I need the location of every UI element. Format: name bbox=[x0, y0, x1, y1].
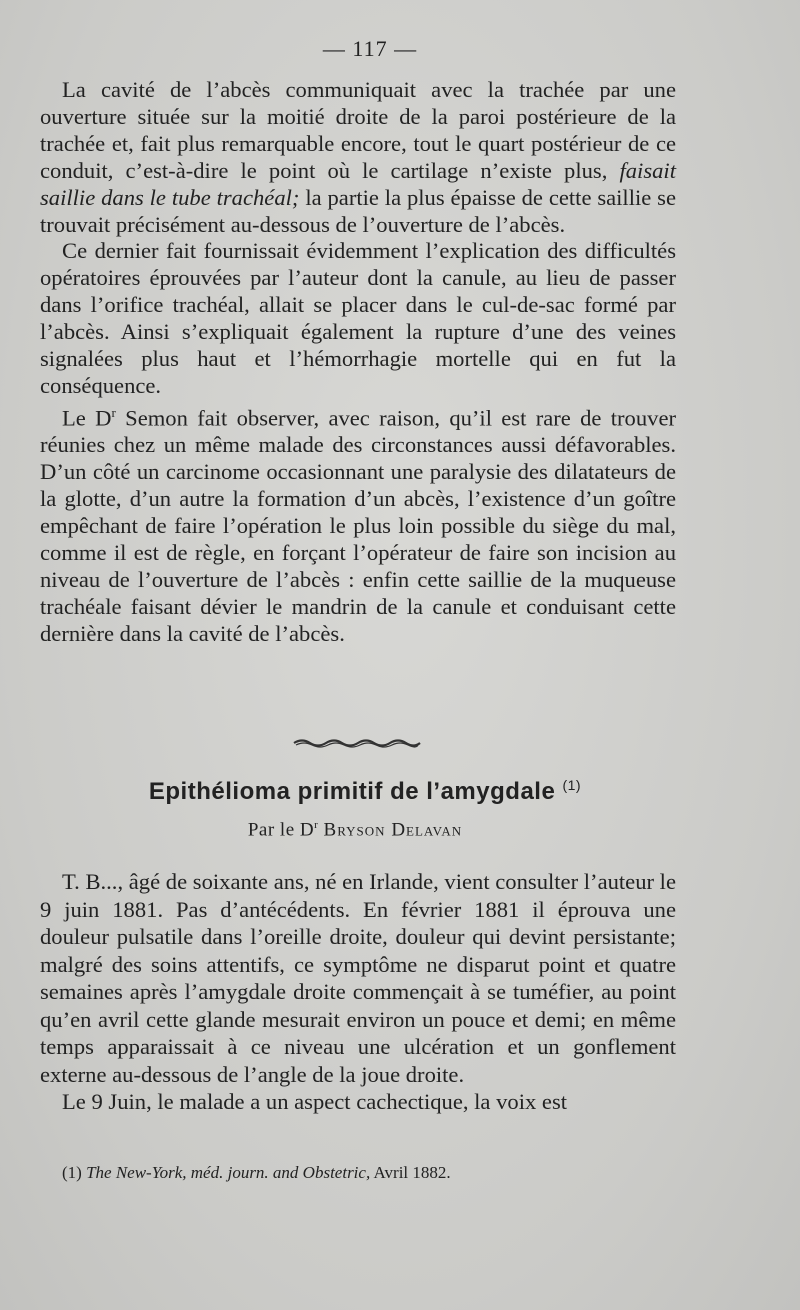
paragraph-3 bbox=[40, 400, 676, 648]
paragraph-1-italic: faisait saillie dans le tube trachéal; bbox=[40, 157, 676, 210]
paragraph-3-sup: r bbox=[111, 404, 116, 420]
paragraph-1-text-a: La cavité de l’abcès communiquait avec la trachée par une ouverture située sur la moitié droite de la paroi postérieure de la trachée et, fait plus remarquable encore, tout le quart postérieur de ce conduit, c’est-à-dire le point où le cartilage n’existe plus, bbox=[40, 77, 676, 183]
paragraph-1-text-b: la partie la plus épaisse de cette saillie se trouvait précisément au-dessous de l’ouverture de l’abcès. bbox=[40, 184, 676, 237]
footnote-source: The New-York, méd. journ. and Obstetric, bbox=[86, 1163, 371, 1182]
article-title-text: Epithélioma primitif de l’amygdale bbox=[148, 778, 556, 805]
ornament-divider bbox=[292, 734, 422, 750]
byline bbox=[0, 819, 710, 841]
footnote-mark: (1) bbox=[62, 1163, 82, 1182]
paragraph-2: Ce dernier fait fournissait évidemment l’explication des difficultés opératoires éprouvées par l’auteur dont la canule, au lieu de passer dans l’orifice trachéal, allait se placer dans le cul-de-sac formé par l’abcès. Ainsi s’expliquait également la rupture d’une des veines signalées plus haut et l’hémorrhagie mortelle qui en fut la conséquence. bbox=[40, 238, 676, 398]
footnote-date: Avril 1882. bbox=[373, 1163, 451, 1182]
body-text-top bbox=[40, 77, 676, 648]
byline-author: Bryson Delavan bbox=[323, 819, 463, 841]
paragraph-5: Le 9 Juin, le malade a un aspect cachectique, la voix est bbox=[62, 1089, 568, 1114]
paragraph-4: T. B..., âgé de soixante ans, né en Irlande, vient consulter l’auteur le 9 juin 1881. Pas d’antécédents. En février 1881 il éprouva une douleur pulsatile dans l’oreille droite, douleur qui devint persistante; malgré des soins attentifs, ce symptôme ne disparut point et quatre semaines après l’amygdale droite commençait à se tuméfier, au point qu’en avril cette glande mesurait environ un pouce et demi; en même temps apparaissait à ce niveau une ulcération et un gonflement externe au-dessous de l’angle de la joue droite. bbox=[40, 869, 676, 1087]
body-text-bottom bbox=[40, 868, 676, 1116]
byline-prefix: Par le D bbox=[247, 819, 315, 841]
article-title-note-mark: (1) bbox=[562, 777, 582, 793]
byline-sup: r bbox=[314, 819, 319, 831]
paragraph-3-lead: Le D bbox=[62, 405, 112, 431]
article-title bbox=[0, 777, 730, 806]
footnote bbox=[62, 1163, 662, 1183]
paragraph-3-text: Semon fait observer, avec raison, qu’il est rare de trouver réunies chez un même malade des circonstances aussi défavorables. D’un côté un carcinome occasionnant une paralysie des dilatateurs de la glotte, d’un autre la formation d’un abcès, l’existence d’un goître empêchant de faire l’opération le plus loin possible du siège du mal, comme il est de règle, en forçant l’opérateur de faire son incision au niveau de l’ouverture de l’abcès : enfin cette saillie de la muqueuse trachéale faisant dévier le mandrin de la canule et conduisant cette dernière dans la cavité de l’abcès. bbox=[40, 405, 676, 646]
paragraph-1 bbox=[40, 77, 676, 238]
page-number: — 117 — bbox=[322, 36, 418, 61]
